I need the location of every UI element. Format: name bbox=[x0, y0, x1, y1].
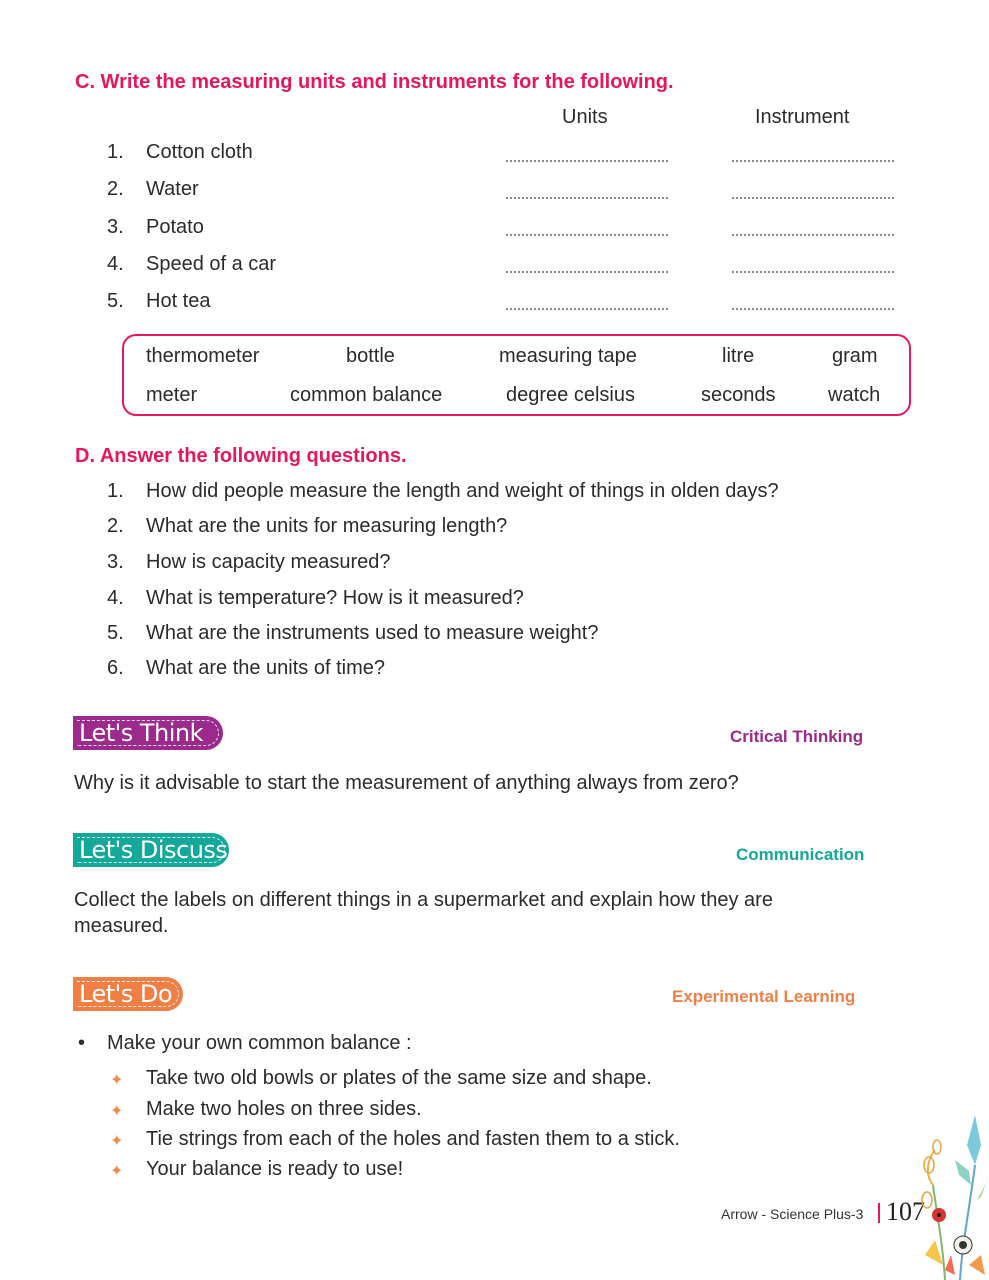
section-d-heading: D. Answer the following questions. bbox=[75, 445, 407, 467]
question-number: 5. bbox=[107, 622, 124, 644]
instrument-blank[interactable] bbox=[732, 234, 894, 236]
experimental-learning-tag: Experimental Learning bbox=[672, 987, 856, 1006]
communication-tag: Communication bbox=[736, 845, 865, 864]
lets-do-banner bbox=[73, 977, 183, 1011]
word-bank-item: measuring tape bbox=[499, 345, 637, 367]
word-bank-item: degree celsius bbox=[506, 384, 635, 406]
units-blank[interactable] bbox=[506, 271, 668, 273]
footer-divider bbox=[878, 1203, 880, 1223]
star-bullet-icon: ✦ bbox=[110, 1103, 124, 1120]
question-number: 6. bbox=[107, 657, 124, 679]
question-number: 1. bbox=[107, 480, 124, 502]
question-number: 3. bbox=[107, 551, 124, 573]
word-bank-item: meter bbox=[146, 384, 198, 406]
word-bank-item: thermometer bbox=[146, 345, 260, 367]
item-label: Cotton cloth bbox=[146, 141, 253, 163]
units-blank[interactable] bbox=[506, 234, 668, 236]
question-number: 2. bbox=[107, 515, 124, 537]
instrument-blank[interactable] bbox=[732, 160, 894, 162]
star-bullet-icon: ✦ bbox=[110, 1133, 124, 1150]
question-text: How is capacity measured? bbox=[146, 551, 391, 573]
units-column-header: Units bbox=[562, 106, 608, 128]
question-text: What are the units for measuring length? bbox=[146, 515, 508, 537]
bullet-dot: • bbox=[78, 1032, 86, 1054]
item-label: Speed of a car bbox=[146, 253, 277, 275]
word-bank-item: seconds bbox=[701, 384, 776, 406]
word-bank-item: common balance bbox=[290, 384, 443, 406]
step-text: Make two holes on three sides. bbox=[146, 1098, 422, 1120]
star-bullet-icon: ✦ bbox=[110, 1072, 124, 1089]
critical-thinking-tag: Critical Thinking bbox=[730, 727, 864, 746]
item-label: Hot tea bbox=[146, 290, 211, 312]
plant-decoration-icon bbox=[915, 1105, 989, 1280]
question-text: How did people measure the length and weight of things in olden days? bbox=[146, 480, 779, 502]
instrument-blank[interactable] bbox=[732, 271, 894, 273]
word-bank-item: watch bbox=[828, 384, 881, 406]
lets-think-question: Why is it advisable to start the measurement of anything always from zero? bbox=[74, 772, 739, 794]
lets-do-label: Let's Do bbox=[79, 980, 173, 1008]
lets-discuss-label: Let's Discuss bbox=[79, 836, 228, 864]
question-text: What are the instruments used to measure weight? bbox=[146, 622, 599, 644]
lets-do-bullet: Make your own common balance : bbox=[107, 1032, 412, 1054]
item-number: 2. bbox=[107, 178, 124, 200]
item-number: 4. bbox=[107, 253, 124, 275]
lets-discuss-text-line1: Collect the labels on different things in a supermarket and explain how they are bbox=[74, 889, 773, 911]
units-blank[interactable] bbox=[506, 308, 668, 310]
star-bullet-icon: ✦ bbox=[110, 1163, 124, 1180]
lets-think-banner bbox=[73, 716, 223, 750]
word-bank-item: bottle bbox=[346, 345, 395, 367]
instrument-blank[interactable] bbox=[732, 308, 894, 310]
step-text: Take two old bowls or plates of the same size and shape. bbox=[146, 1067, 652, 1089]
item-label: Potato bbox=[146, 216, 204, 238]
instrument-column-header: Instrument bbox=[755, 106, 850, 128]
units-blank[interactable] bbox=[506, 197, 668, 199]
word-bank-item: litre bbox=[722, 345, 755, 367]
item-label: Water bbox=[146, 178, 199, 200]
page-number: 107 bbox=[886, 1197, 925, 1226]
lets-discuss-banner bbox=[73, 833, 229, 867]
item-number: 1. bbox=[107, 141, 124, 163]
word-bank-item: gram bbox=[832, 345, 878, 367]
item-number: 5. bbox=[107, 290, 124, 312]
step-text: Tie strings from each of the holes and fasten them to a stick. bbox=[146, 1128, 680, 1150]
lets-think-label: Let's Think bbox=[79, 719, 204, 747]
units-blank[interactable] bbox=[506, 160, 668, 162]
question-number: 4. bbox=[107, 587, 124, 609]
section-c-heading: C. Write the measuring units and instruments for the following. bbox=[75, 71, 674, 93]
question-text: What are the units of time? bbox=[146, 657, 386, 679]
item-number: 3. bbox=[107, 216, 124, 238]
lets-discuss-text-line2: measured. bbox=[74, 915, 169, 937]
book-title: Arrow - Science Plus-3 bbox=[721, 1206, 864, 1222]
step-text: Your balance is ready to use! bbox=[146, 1158, 404, 1180]
instrument-blank[interactable] bbox=[732, 197, 894, 199]
question-text: What is temperature? How is it measured? bbox=[146, 587, 524, 609]
